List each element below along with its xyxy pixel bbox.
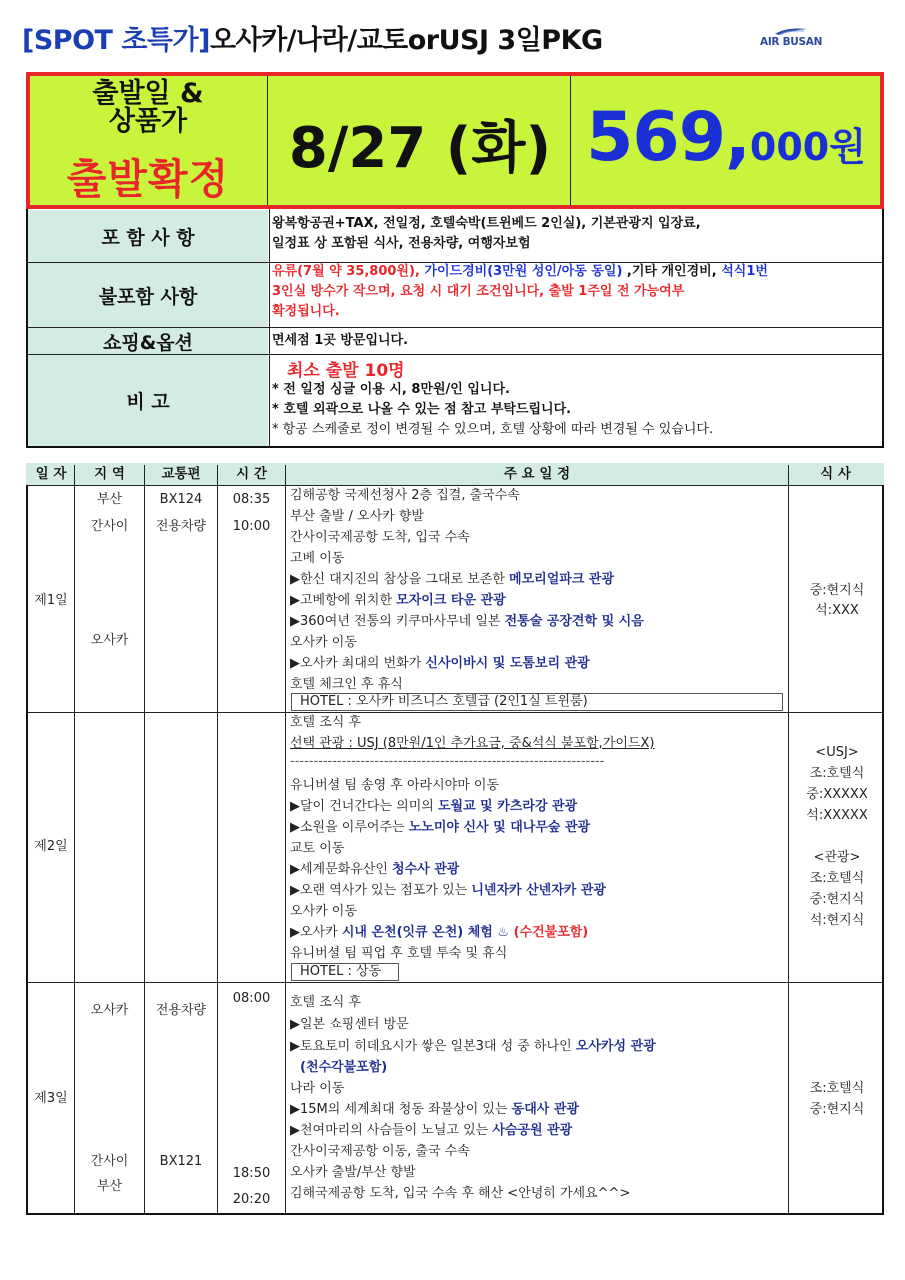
day1-hotel: HOTEL : 오사카 비즈니스 호텔급 (2인1실 트윈룸) — [300, 694, 588, 709]
day3-label: 제3일 — [34, 1091, 68, 1106]
day2-meal: <관광> — [813, 850, 861, 865]
day3-line: ▶천여마리의 사슴들이 노닐고 있는 사슴공원 관광 — [290, 1123, 573, 1138]
day1-region-1: 부산 — [96, 492, 123, 507]
day3-meal-2: 중:현지식 — [809, 1102, 865, 1117]
day3-line: ▶15M의 세계최대 청동 좌불상이 있는 동대사 관광 — [290, 1102, 579, 1117]
day1-line: 김해공항 국제선청사 2층 집결, 출국수속 — [290, 488, 520, 503]
page-title — [22, 18, 603, 57]
wing-icon — [774, 26, 808, 36]
col-transport: 교통편 — [161, 466, 201, 482]
day2-meal: <USJ> — [815, 745, 859, 760]
day3-meal-1: 조:호텔식 — [809, 1081, 865, 1096]
col-time: 시 간 — [236, 466, 267, 482]
day1-region-3: 오사카 — [90, 633, 129, 648]
day1-line: 고베 이동 — [290, 551, 345, 566]
day2-line: 유니버셜 팀 픽업 후 호텔 투숙 및 휴식 — [290, 946, 508, 961]
day2-hotel: HOTEL : 상동 — [300, 964, 382, 979]
day3-line: ▶토요토미 히데요시가 쌓은 일본3대 성 중 하나인 오사카성 관광 — [290, 1039, 656, 1054]
shopping-label: 쇼핑&옵션 — [28, 328, 268, 354]
day2-line: ▶소원을 이루어주는 노노미야 신사 및 대나무숲 관광 — [290, 820, 591, 835]
day2-label: 제2일 — [34, 839, 68, 854]
departure-date: 8/27 (화) — [288, 116, 552, 181]
day1-meal-2: 석:XXX — [815, 603, 859, 618]
day3-time-3: 20:20 — [232, 1192, 271, 1207]
included-text: 왕복항공권+TAX, 전일정, 호텔숙박(트윈베드 2인실), 기본관광지 입장료, 일정표 상 포함된 식사, 전용차량, 여행자보험 — [272, 216, 701, 251]
day3-time-2: 18:50 — [232, 1166, 271, 1181]
airline-logo — [760, 26, 823, 52]
departure-confirmed: 출발확정 — [66, 155, 230, 203]
remarks-text: * 전 일정 싱글 이용 시, 8만원/인 입니다. * 호텔 외곽으로 나올 수 있는 점 참고 부탁드립니다. * 항공 스케줄로 정이 변경될 수 있으며, 호텔 상황에 따라 변경될 수 있습니다. — [272, 382, 714, 437]
day3-region-3: 부산 — [96, 1179, 123, 1194]
excluded-label: 불포함 사항 — [28, 263, 268, 327]
day1-transport-1: BX124 — [159, 492, 203, 507]
package-price: 569,000원 — [586, 98, 866, 177]
day1-time-2: 10:00 — [232, 519, 271, 534]
day3-region-2: 간사이 — [90, 1154, 129, 1169]
day2-meal: 중:XXXXX — [806, 787, 868, 802]
day1-line: ▶고베항에 위치한 모자이크 타운 관광 — [290, 593, 506, 608]
departure-price-label: 출발일 & 상품가 — [92, 78, 204, 137]
min-departure: 최소 출발 10명 — [287, 361, 405, 381]
day1-line: 호텔 체크인 후 휴식 — [290, 677, 403, 692]
remarks-label: 비 고 — [28, 355, 268, 446]
day3-line: 간사이국제공항 이동, 출국 수속 — [290, 1144, 470, 1159]
day2-line: 유니버셜 팀 송영 후 아라시야마 이동 — [290, 778, 500, 793]
day3-region-1: 오사카 — [90, 1003, 129, 1018]
day3-time-1: 08:00 — [232, 991, 271, 1006]
day3-line: ▶일본 쇼핑센터 방문 — [290, 1017, 409, 1032]
title-main: 오사카/나라/교토orUSJ 3일PKG — [209, 25, 603, 56]
day1-line: 부산 출발 / 오사카 향발 — [290, 509, 424, 524]
day1-label: 제1일 — [34, 593, 68, 608]
day2-line: 오사카 이동 — [290, 904, 357, 919]
col-region: 지 역 — [94, 466, 125, 482]
day3-transport-1: 전용차량 — [155, 1003, 207, 1018]
day2-line: 교토 이동 — [290, 841, 345, 856]
day3-transport-2: BX121 — [159, 1154, 203, 1169]
day1-line: 간사이국제공항 도착, 입국 수속 — [290, 530, 470, 545]
day1-meal-1: 중:현지식 — [809, 583, 865, 598]
shopping-text: 면세점 1곳 방문입니다. — [272, 333, 409, 348]
day2-meal: 중:현지식 — [809, 892, 865, 907]
day2-meal: 조:호텔식 — [809, 766, 865, 781]
day1-transport-2: 전용차량 — [155, 519, 207, 534]
day1-line: ▶한신 대지진의 참상을 그대로 보존한 메모리얼파크 관광 — [290, 572, 615, 587]
day1-line: ▶오사카 최대의 번화가 신사이바시 및 도톰보리 관광 — [290, 656, 590, 671]
day2-meal: 조:호텔식 — [809, 871, 865, 886]
excluded-text: 유류(7월 약 35,800원), 가이드경비(3만원 성인/아동 동일) ,기타 개인경비, 석식1번 3인실 방수가 작으며, 요청 시 대기 조건입니다, 출발 1주일 전 가능여부 확정됩니다. — [272, 264, 768, 319]
day1-time-1: 08:35 — [232, 492, 271, 507]
day3-line: (천수각불포함) — [300, 1060, 388, 1075]
title-bracket: [SPOT 초특가] — [22, 25, 210, 56]
col-meal: 식 사 — [820, 466, 851, 482]
day3-line: 나라 이동 — [290, 1081, 345, 1096]
day3-line: 김해국제공항 도착, 입국 수속 후 해산 <안녕히 가세요^^> — [290, 1186, 631, 1201]
day2-meal: 석:XXXXX — [806, 808, 868, 823]
day2-line: 호텔 조식 후 — [290, 715, 362, 730]
day1-region-2: 간사이 — [90, 519, 129, 534]
day2-line: ▶세계문화유산인 청수사 관광 — [290, 862, 460, 877]
day2-meal: 석:현지식 — [809, 913, 865, 928]
day2-separator: ------------------------------------------------------------------- — [290, 754, 605, 769]
day1-line: 오사카 이동 — [290, 635, 357, 650]
day2-line: ▶오랜 역사가 있는 점포가 있는 니넨자카 산넨자카 관광 — [290, 883, 606, 898]
col-day: 일 자 — [35, 466, 67, 482]
included-label: 포 함 사 항 — [28, 210, 268, 262]
day1-line: ▶360여년 전통의 키쿠마사무네 일본 전통술 공장견학 및 시음 — [290, 614, 644, 629]
col-itinerary: 주 요 일 정 — [503, 466, 571, 482]
day2-option-tour: 선택 관광 : USJ (8만원/1인 추가요금, 중&석식 불포함,가이드X) — [290, 736, 655, 751]
day3-line: 오사카 출발/부산 향발 — [290, 1165, 416, 1180]
day3-line: 호텔 조식 후 — [290, 995, 362, 1010]
day2-line: ▶오사카 시내 온천(잇큐 온천) 체험 ♨ (수건불포함) — [290, 925, 589, 940]
airline-logo-text: AIR BUSAN — [760, 36, 823, 48]
day2-line: ▶달이 건너간다는 의미의 도월교 및 카츠라강 관광 — [290, 799, 578, 814]
